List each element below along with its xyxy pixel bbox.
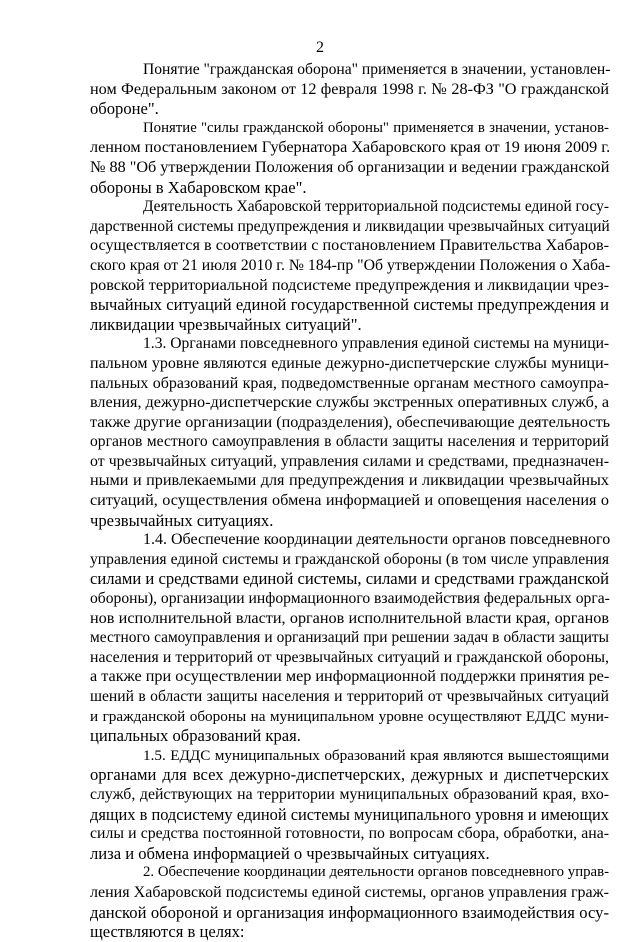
text-line: ципальных образований края. — [90, 726, 301, 746]
text-line: ществляются в целях: — [90, 922, 245, 942]
text-line: лиза и обмена информацией о чрезвычайных ситуациях. — [90, 843, 490, 863]
text-line: пальном уровне являются единые дежурно-диспетчерские службы муници- — [90, 354, 609, 372]
paragraph — [90, 334, 609, 530]
text-line: пальных образований края, подведомственные органам местного самоупра- — [90, 374, 609, 392]
text-line: ном Федеральным законом от 12 февраля 1998 г. № 28-ФЗ "О гражданской — [90, 79, 609, 98]
text-line: ликвидации чрезвычайных ситуаций". — [90, 314, 362, 334]
text-line: ления Хабаровской подсистемы единой системы, органов управления граж- — [90, 883, 609, 901]
text-line: ситуаций, осуществления обмена информацией и оповещения населения о — [90, 491, 609, 510]
text-line: Понятие "силы гражданской обороны" применяется в значении, установ- — [143, 119, 609, 136]
text-line: вычайных ситуаций единой государственной системы предупреждения и — [90, 295, 609, 315]
text-line: ровской территориальной подсистеме предупреждения и ликвидации чрез- — [90, 275, 610, 294]
text-line: также другие организации (подразделения), обеспечивающие деятельность — [90, 412, 611, 431]
text-line: 1.4. Обеспечение координации деятельности органов повседневного — [143, 531, 611, 549]
paragraph — [90, 746, 609, 864]
document-body — [90, 60, 609, 942]
text-line: данской обороной и организация информационного взаимодействия осу- — [90, 902, 609, 922]
paragraph — [90, 60, 609, 119]
text-line: управления единой системы и гражданской обороны (в том числе управления — [90, 550, 609, 568]
text-line: дарственной системы предупреждения и ликвидации чрезвычайных ситуаций — [90, 217, 610, 235]
text-line: нов исполнительной власти, органов исполнительной власти края, органов — [90, 608, 609, 627]
paragraph — [90, 197, 609, 334]
text-line: органами для всех дежурно-диспетчерских, дежурных и диспетчерских — [90, 765, 609, 785]
text-line: силами и средствами единой системы, силами и средствами гражданской — [90, 569, 609, 589]
text-line: местного самоуправления и организаций при решении задач в области защиты — [90, 629, 609, 647]
text-line: населения и территорий от чрезвычайных ситуаций и гражданской обороны, — [90, 648, 609, 666]
page-number: 2 — [316, 39, 324, 56]
text-line: от чрезвычайных ситуаций, управления силами и средствами, предназначен- — [90, 452, 609, 470]
text-line: Деятельность Хабаровской территориальной подсистемы единой госу- — [143, 198, 609, 216]
paragraph — [90, 530, 609, 746]
text-line: обороне". — [90, 99, 159, 119]
paragraph — [90, 119, 609, 197]
text-line: органов местного самоуправления в области защиты населения и территорий — [90, 433, 609, 451]
text-line: ными и привлекаемыми для предупреждения и ликвидации чрезвычайных — [90, 471, 609, 490]
text-line: ленном постановлением Губернатора Хабаровского края от 19 июня 2009 г. — [90, 138, 611, 157]
text-line: осуществляется в соответствии с постановлением Правительства Хабаров- — [90, 236, 609, 255]
text-line: и гражданской обороны на муниципальном уровне осуществляют ЕДДС муни- — [90, 707, 609, 725]
paragraph — [90, 863, 609, 941]
text-line: обороны), организации информационного взаимодействия федеральных орга- — [90, 590, 610, 608]
text-line: дящих в подсистему единой системы муниципального уровня и имеющих — [90, 804, 609, 824]
text-line: а также при осуществлении мер информационной поддержки принятия ре- — [90, 667, 610, 686]
text-line: шений в области защиты населения и территорий от чрезвычайных ситуаций — [90, 688, 609, 705]
text-line: вления, дежурно-диспетчерские службы экстренных оперативных служб, а — [90, 393, 610, 412]
text-line: силы и средства постоянной готовности, по вопросам сбора, обработки, ана- — [90, 825, 609, 843]
text-line: чрезвычайных ситуациях. — [90, 510, 274, 530]
text-line: 1.3. Органами повседневного управления единой системы на муници- — [143, 335, 610, 353]
text-line: ского края от 21 июля 2010 г. № 184-пр "Об утверждении Положения о Хаба- — [90, 256, 611, 274]
text-line: 1.5. ЕДДС муниципальных образований края являются вышестоящими — [143, 746, 609, 764]
text-line: обороны в Хабаровском крае". — [90, 177, 307, 197]
text-line: № 88 "Об утверждении Положения об организации и ведении гражданской — [90, 157, 610, 176]
text-line: служб, действующих на территории муниципальных образований края, вхо- — [90, 785, 609, 803]
text-line: 2. Обеспечение координации деятельности органов повседневного управ- — [143, 864, 609, 881]
text-line: Понятие "гражданская оборона" применяется в значении, установлен- — [143, 61, 611, 78]
